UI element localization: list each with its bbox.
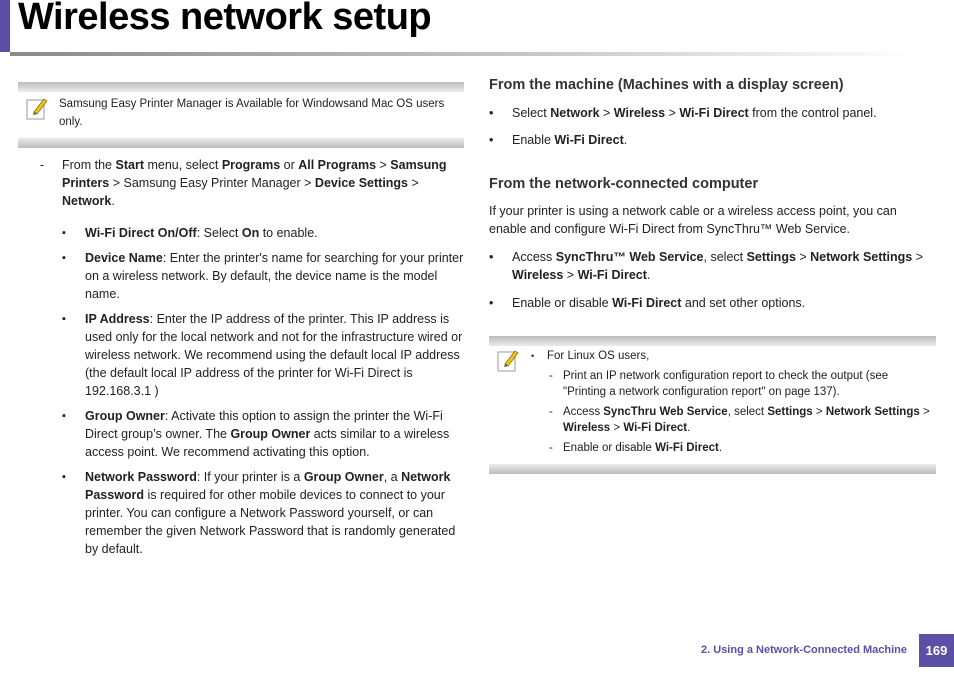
list-item: ▪ Group Owner: Activate this option to assign the printer the Wi-Fi Direct group’s owner. The Group Owner acts similar to a wireless access point. We recommend activating this option. [62, 409, 450, 459]
list-item: - Print an IP network configuration report to check the output (see "Printing a network configuration report" on page 137). [549, 370, 889, 398]
list-item: ▪ IP Address: Enter the IP address of the printer. This IP address is used only for the local network and not for the infrastructure wired or wireless network. We recommend using the default local IP address (the default local IP address of the printer for Wi-Fi Direct is 192.168.3.1 ) [62, 312, 463, 398]
page-number: 169 [919, 634, 954, 667]
list-item: - Access SyncThru Web Service, select Settings > Network Settings > Wireless > Wi-Fi Direct. [549, 406, 930, 434]
list-item: • Select Network > Wireless > Wi-Fi Direct from the control panel. [489, 106, 877, 120]
pencil-note-icon [26, 96, 48, 120]
intro-step: - From the Start menu, select Programs or All Programs > Samsung Printers > Samsung Easy Printer Manager > Device Settings > Network. [40, 158, 447, 208]
list-item: - Enable or disable Wi-Fi Direct. [549, 442, 723, 454]
list-item: ▪ Device Name: Enter the printer's name for searching for your printer on a wireless network. By default, the device name is the model name. [62, 251, 464, 301]
title-rule [10, 52, 915, 56]
settings-list [62, 224, 464, 558]
list-item: • For Linux OS users, [531, 350, 650, 362]
list-item: • Enable Wi-Fi Direct. [489, 133, 628, 147]
section-heading-machine: From the machine (Machines with a display screen) [489, 77, 844, 93]
note-box-linux [489, 336, 936, 474]
list-item: ▪ Network Password: If your printer is a Group Owner, a Network Password is required for other mobile devices to connect to your printer. You can configure a Network Password yourself, or can remember the given Network Password that is randomly generated by default. [62, 470, 456, 556]
section-paragraph: If your printer is using a network cable or a wireless access point, you can enable and configure Wi-Fi Direct from SyncThru™ Web Service. [489, 204, 897, 236]
list-item: ▪ Wi-Fi Direct On/Off: Select On to enable. [62, 226, 318, 240]
list-item: • Access SyncThru™ Web Service, select Settings > Network Settings > Wireless > Wi-Fi Direct. [489, 250, 924, 282]
pencil-note-icon [497, 348, 519, 372]
note-box-availability [18, 82, 464, 148]
section-heading-computer: From the network-connected computer [489, 176, 759, 192]
page-title: Wireless network setup [18, 0, 432, 38]
list-item: • Enable or disable Wi-Fi Direct and set other options. [489, 296, 806, 310]
right-column [489, 76, 937, 312]
title-accent-bar [0, 0, 10, 52]
footer-chapter: 2. Using a Network-Connected Machine [701, 644, 907, 656]
note-text: Samsung Easy Printer Manager is Available for Windowsand Mac OS users only. [59, 98, 445, 128]
left-column [38, 156, 464, 565]
